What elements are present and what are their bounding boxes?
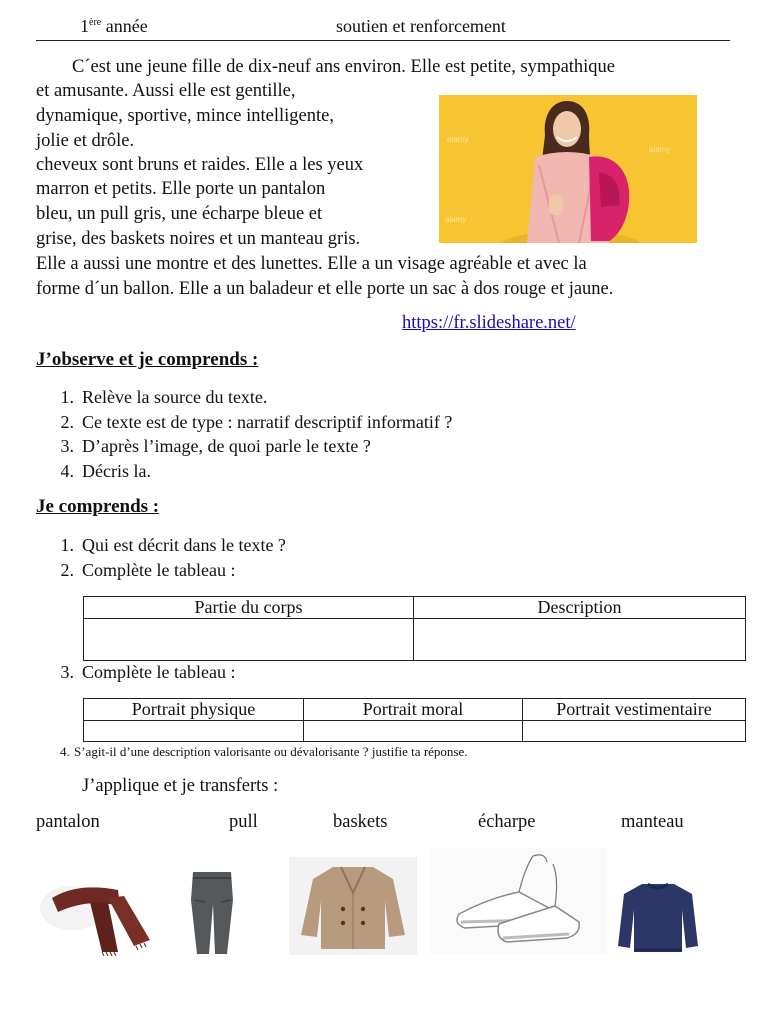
- pants-image: [185, 870, 241, 956]
- observe-question-list: [52, 385, 452, 483]
- table-header-body-part: Partie du corps: [84, 597, 414, 619]
- table-header-clothing: Portrait vestimentaire: [523, 699, 746, 721]
- table-header-description: Description: [414, 597, 746, 619]
- list-item: 4. Décris la.: [60, 460, 151, 481]
- text-line-2: et amusante. Aussi elle est gentille,: [36, 81, 296, 101]
- table-cell-moral[interactable]: [304, 721, 523, 742]
- sneakers-image: [429, 848, 607, 954]
- coat-image-frame: [289, 857, 417, 955]
- word-manteau: manteau: [621, 812, 684, 832]
- level-label: 1ère année: [80, 16, 148, 36]
- list-item: 1. Qui est décrit dans le texte ?: [60, 535, 286, 555]
- sneakers-image-frame: [429, 848, 607, 954]
- text-line-6: marron et petits. Elle porte un pantalon: [36, 179, 326, 199]
- text-line-8: grise, des baskets noires et un manteau gris.: [36, 229, 361, 249]
- table-cell-clothing[interactable]: [523, 721, 746, 742]
- text-line-7: bleu, un pull gris, une écharpe bleue et: [36, 204, 323, 224]
- girl-photo: alamy alamy alamy: [439, 95, 697, 243]
- word-baskets: baskets: [333, 812, 388, 832]
- list-item: 1. Relève la source du texte.: [60, 387, 268, 407]
- table-cell-body-part[interactable]: [84, 619, 414, 661]
- word-pull: pull: [229, 812, 258, 832]
- scarf-image: [38, 868, 162, 956]
- section-title-comprehend: Je comprends :: [36, 496, 160, 517]
- coat-image: [289, 857, 417, 955]
- table-cell-description[interactable]: [414, 619, 746, 661]
- list-item: 4. S’agit-il d’une description valorisante ou dévalorisante ? justifie ta réponse.: [60, 744, 468, 759]
- portrait-table: [83, 698, 746, 742]
- list-item: 3. D’après l’image, de quoi parle le texte ?: [60, 436, 371, 456]
- sweater-image: [616, 880, 700, 956]
- table-header-physical: Portrait physique: [84, 699, 304, 721]
- header-divider: [36, 40, 730, 41]
- text-line-10: forme d´un ballon. Elle a un baladeur et elle porte un sac à dos rouge et jaune.: [36, 279, 614, 299]
- text-line-3: dynamique, sportive, mince intelligente,: [36, 106, 334, 126]
- word-pantalon: pantalon: [36, 812, 100, 832]
- table-cell-physical[interactable]: [84, 721, 304, 742]
- section-title-observe: J’observe et je comprends :: [36, 349, 259, 370]
- source-link[interactable]: https://fr.slideshare.net/: [402, 313, 576, 333]
- text-line-5: cheveux sont bruns et raides. Elle a les yeux: [36, 155, 364, 175]
- subject-label: soutien et renforcement: [336, 16, 506, 36]
- list-item: 2. Ce texte est de type : narratif descriptif informatif ?: [60, 411, 453, 432]
- list-item: 3. Complète le tableau :: [60, 662, 236, 682]
- table-header-moral: Portrait moral: [304, 699, 523, 721]
- text-line-4: jolie et drôle.: [36, 131, 135, 151]
- text-line-9: Elle a aussi une montre et des lunettes. Elle a un visage agréable et avec la: [36, 254, 587, 274]
- text-line-1: C´est une jeune fille de dix-neuf ans environ. Elle est petite, sympathique: [72, 57, 616, 77]
- body-parts-table: [83, 596, 746, 661]
- section-title-apply: J’applique et je transferts :: [82, 776, 279, 796]
- list-item: 2. Complète le tableau :: [60, 560, 236, 580]
- word-echarpe: écharpe: [478, 812, 536, 832]
